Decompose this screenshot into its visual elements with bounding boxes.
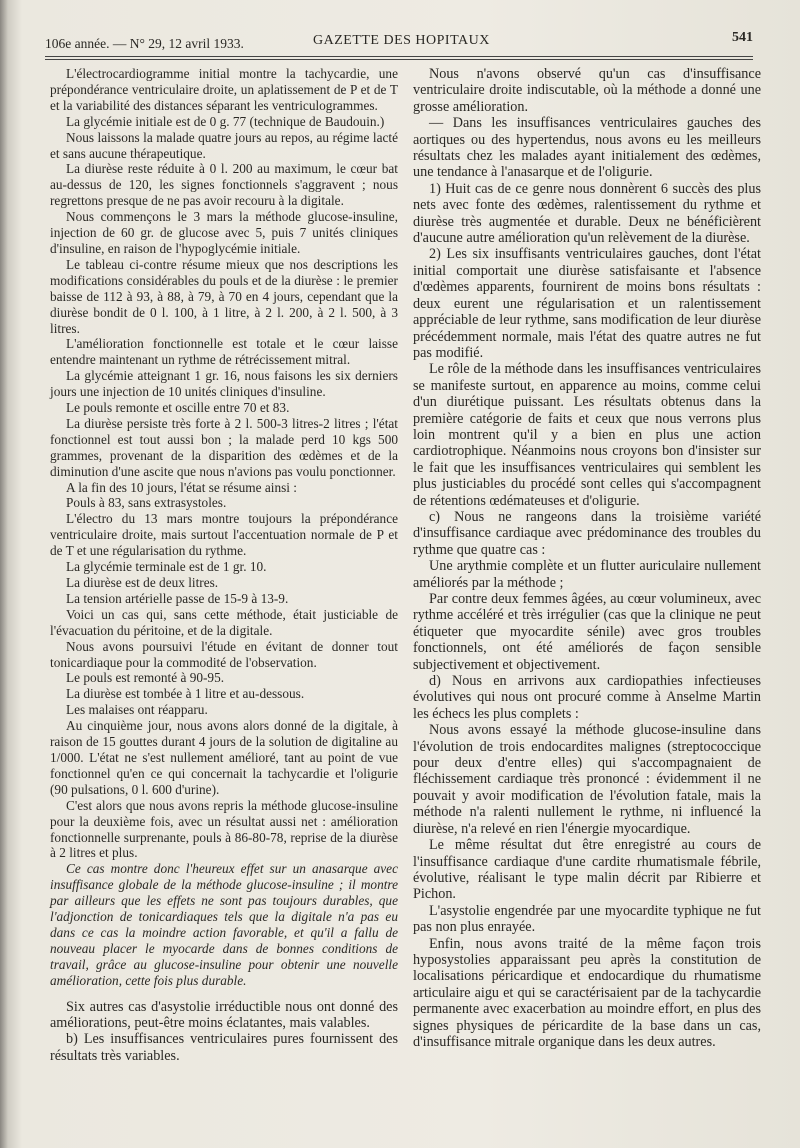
header-rule xyxy=(45,56,753,57)
paragraph: La diurèse reste réduite à 0 l. 200 au maximum, le cœur bat au-dessus de 120, les signes fonctionnels s'aggravent ; nous regrettons presque de ne pas avoir recouru à la digitale. xyxy=(50,161,398,209)
paragraph: La diurèse persiste très forte à 2 l. 500-3 litres-2 litres ; l'état fonctionnel est tout aussi bon ; la malade perd 10 kgs 500 grammes, provenant de la disparition des œdèmes et de la diminution d'une ascite que nous n'avions pas voulu ponctionner. xyxy=(50,415,398,479)
paragraph: Le rôle de la méthode dans les insuffisances ventriculaires se manifeste surtout, en apparence au moins, comme celui d'un diurétique puissant. Les résultats obtenus dans la première catégorie de faits et ceux que nous verrons plus loin montrent qu'il y a bien en plus une action cardiotrophique. Néanmoins nous croyons bon d'insister sur le fait que les insuffisances ventriculaires qui semblent les plus justiciables du procédé sont celles qui s'accompagnent de rétentions œdémateuses et d'oligurie. xyxy=(413,361,761,509)
paragraph: La diurèse est de deux litres. xyxy=(66,575,219,590)
paragraph: La glycémie atteignant 1 gr. 16, nous faisons les six derniers jours une injection de 10 unités cliniques d'insuline. xyxy=(50,368,398,400)
paragraph: Le même résultat dut être enregistré au cours de l'insuffisance cardiaque d'une cardite rhumatismale fébrile, évolutive, réalisant le type malin décrit par Ribierre et Pichon. xyxy=(413,837,761,903)
paragraph: Nous commençons le 3 mars la méthode glucose-insuline, injection de 60 gr. de glucose avec 5, puis 7 unités cliniques d'insuline, en raison de l'hypoglycémie initiale. xyxy=(50,209,398,256)
paragraph: La glycémie terminale est de 1 gr. 10. xyxy=(66,559,267,575)
header-rule-double xyxy=(45,59,753,60)
paragraph: A la fin des 10 jours, l'état se résume ainsi : xyxy=(66,479,297,495)
paragraph: Les malaises ont réapparu. xyxy=(66,702,208,718)
paragraph: Pouls à 83, sans extrasystoles. xyxy=(66,495,227,511)
paragraph: Le tableau ci-contre résume mieux que nos descriptions les modifications considérables du pouls et de la diurèse : le premier baisse de 112 à 93, à 88, à 79, à 70 en 4 jours, cependant que la diurèse bondit de 0 l. 100, à 1 litre, à 2 l. 200, à 2 l. 500, à 3 litres. xyxy=(50,256,398,336)
left-column xyxy=(50,66,398,1064)
right-column xyxy=(413,66,761,1050)
paragraph: Voici un cas qui, sans cette méthode, était justiciable de l'évacuation du péritoine, et de la digitale. xyxy=(50,606,398,638)
paragraph: 1) Huit cas de ce genre nous donnèrent 6 succès des plus nets avec fonte des œdèmes, ralentissement du rythme et diurèse très augmentée et durable. Deux ne bénéficièrent d'aucune autre amélioration qu'un relèvement de la diurèse. xyxy=(413,180,761,247)
paragraph: c) Nous ne rangeons dans la troisième variété d'insuffisance cardiaque avec prédominance des troubles du rythme que quatre cas : xyxy=(413,508,761,558)
paragraph: Une arythmie complète et un flutter auriculaire nullement améliorés par la méthode ; xyxy=(413,558,761,591)
paragraph: Par contre deux femmes âgées, au cœur volumineux, avec rythme accéléré et très irrégulier (cas que la clinique ne peut étiqueter que myocardite sénile) avec gros troubles fonctionnels, ont été améliorés de façon sensible subjectivement et objectivement. xyxy=(413,591,761,673)
paragraph: Le pouls remonte et oscille entre 70 et 83. xyxy=(66,400,290,416)
paragraph: Nous avons poursuivi l'étude en évitant de donner tout tonicardiaque pour la commodité de l'observation. xyxy=(50,638,398,670)
paragraph: L'asystolie engendrée par une myocardite typhique ne fut pas non plus enrayée. xyxy=(413,902,761,936)
paragraph: — Dans les insuffisances ventriculaires gauches des aortiques ou des hypertendus, nous avons eu les meilleurs résultats chez les malades ayant initialement des œdèmes, une tendance à l'anasarque et de l'oligurie. xyxy=(413,115,761,181)
paragraph: 2) Les six insuffisants ventriculaires gauches, dont l'état initial comportait une diurèse satisfaisante et l'absence d'œdèmes apparents, fournirent de moins bons résultats : deux eurent une régularisation et un ralentissement appréciable de leur rythme, sans modification de leur diurèse précédemment normale, mais l'état des quatre autres ne fut pas modifié. xyxy=(413,246,761,361)
paragraph: b) Les insuffisances ventriculaires pures fournissent des résultats très variables. xyxy=(50,1031,398,1064)
page-number: 541 xyxy=(732,30,753,45)
paragraph: Le pouls est remonté à 90-95. xyxy=(66,670,225,686)
italic-paragraph: Ce cas montre donc l'heureux effet sur un anasarque avec insuffisance globale de la méthode glucose-insuline ; il montre par ailleurs que les effets ne sont pas toujours durables, que l'adjonction de tonicardiaques tels que la digitale n'a pas eu dans ce cas la moindre action favorable, et qu'il a fallu de nouveau placer le myocarde dans de bonnes conditions de travail, grâce au glucose-insuline pour obtenir une nouvelle amélioration, cette fois plus durable. xyxy=(50,861,398,988)
paragraph: Au cinquième jour, nous avons alors donné de la digitale, à raison de 15 gouttes durant 4 jours de la solution de digitaline au 1/000. L'état ne s'est nullement amélioré, tant au point de vue fonctionnel qu'en ce qui concernait la tachycardie et l'oligurie (90 pulsations, 0 l. 600 d'urine). xyxy=(50,718,398,797)
paragraph: C'est alors que nous avons repris la méthode glucose-insuline pour la deuxième fois, avec un résultat aussi net : amélioration fonctionnelle surprenante, pouls à 86-80-78, reprise de la diurèse à 2 litres et plus. xyxy=(50,797,398,861)
journal-title: GAZETTE DES HOPITAUX xyxy=(313,33,490,48)
paragraph: La diurèse est tombée à 1 litre et au-dessous. xyxy=(66,686,305,702)
issue-info: 106e année. — N° 29, 12 avril 1933. xyxy=(45,36,244,51)
paragraph: Nous laissons la malade quatre jours au repos, au régime lacté et sans aucune thérapeutique. xyxy=(50,129,398,161)
paragraph: d) Nous en arrivons aux cardiopathies infectieuses évolutives qui nous ont procuré comme à Anselme Martin les échecs les plus complets : xyxy=(413,673,761,722)
paragraph: La tension artérielle passe de 15-9 à 13-9. xyxy=(66,590,289,606)
paragraph: L'électro du 13 mars montre toujours la prépondérance ventriculaire droite, mais surtout l'accentuation normale de P et de T et une régularisation du rythme. xyxy=(50,511,398,559)
paragraph: Nous n'avons observé qu'un cas d'insuffisance ventriculaire droite indiscutable, où la méthode a donné une grosse amélioration. xyxy=(413,66,761,115)
paragraph: La glycémie initiale est de 0 g. 77 (technique de Baudouin.) xyxy=(66,113,385,129)
paragraph: Nous avons essayé la méthode glucose-insuline dans l'évolution de trois endocardites malignes (streptococcique pour deux d'entre elles) qui s'accompagnaient de fléchissement cardiaque très prononcé : évidemment il ne pouvait y avoir modification de l'évolution fatale, mais la méthode n'a ralenti nullement le rythme, ni influencé la diurèse, n'a relevé en rien l'énergie myocardique. xyxy=(413,722,761,837)
paragraph: Enfin, nous avons traité de la même façon trois hyposystolies apparaissant peu après la constitution de localisations péricardique et endocardique du rhumatisme articulaire aigu et qui se caractérisaient par de la tachycardie permanente avec exacerbation au moindre effort, en plus des signes physiques de péricardite de la base dans un cas, d'insuffisance mitrale organique dans les deux autres. xyxy=(413,935,761,1050)
page-header xyxy=(45,30,753,52)
paragraph: Six autres cas d'asystolie irréductible nous ont donné des améliorations, peut-être moins éclatantes, mais valables. xyxy=(50,998,398,1031)
paragraph: L'amélioration fonctionnelle est totale et le cœur laisse entendre maintenant un rythme de rétrécissement mitral. xyxy=(50,336,398,368)
paragraph: L'électrocardiogramme initial montre la tachycardie, une prépondérance ventriculaire droite, un aplatissement de P et de T et la variabilité des distances séparant les ventriculogrammes. xyxy=(50,66,398,113)
